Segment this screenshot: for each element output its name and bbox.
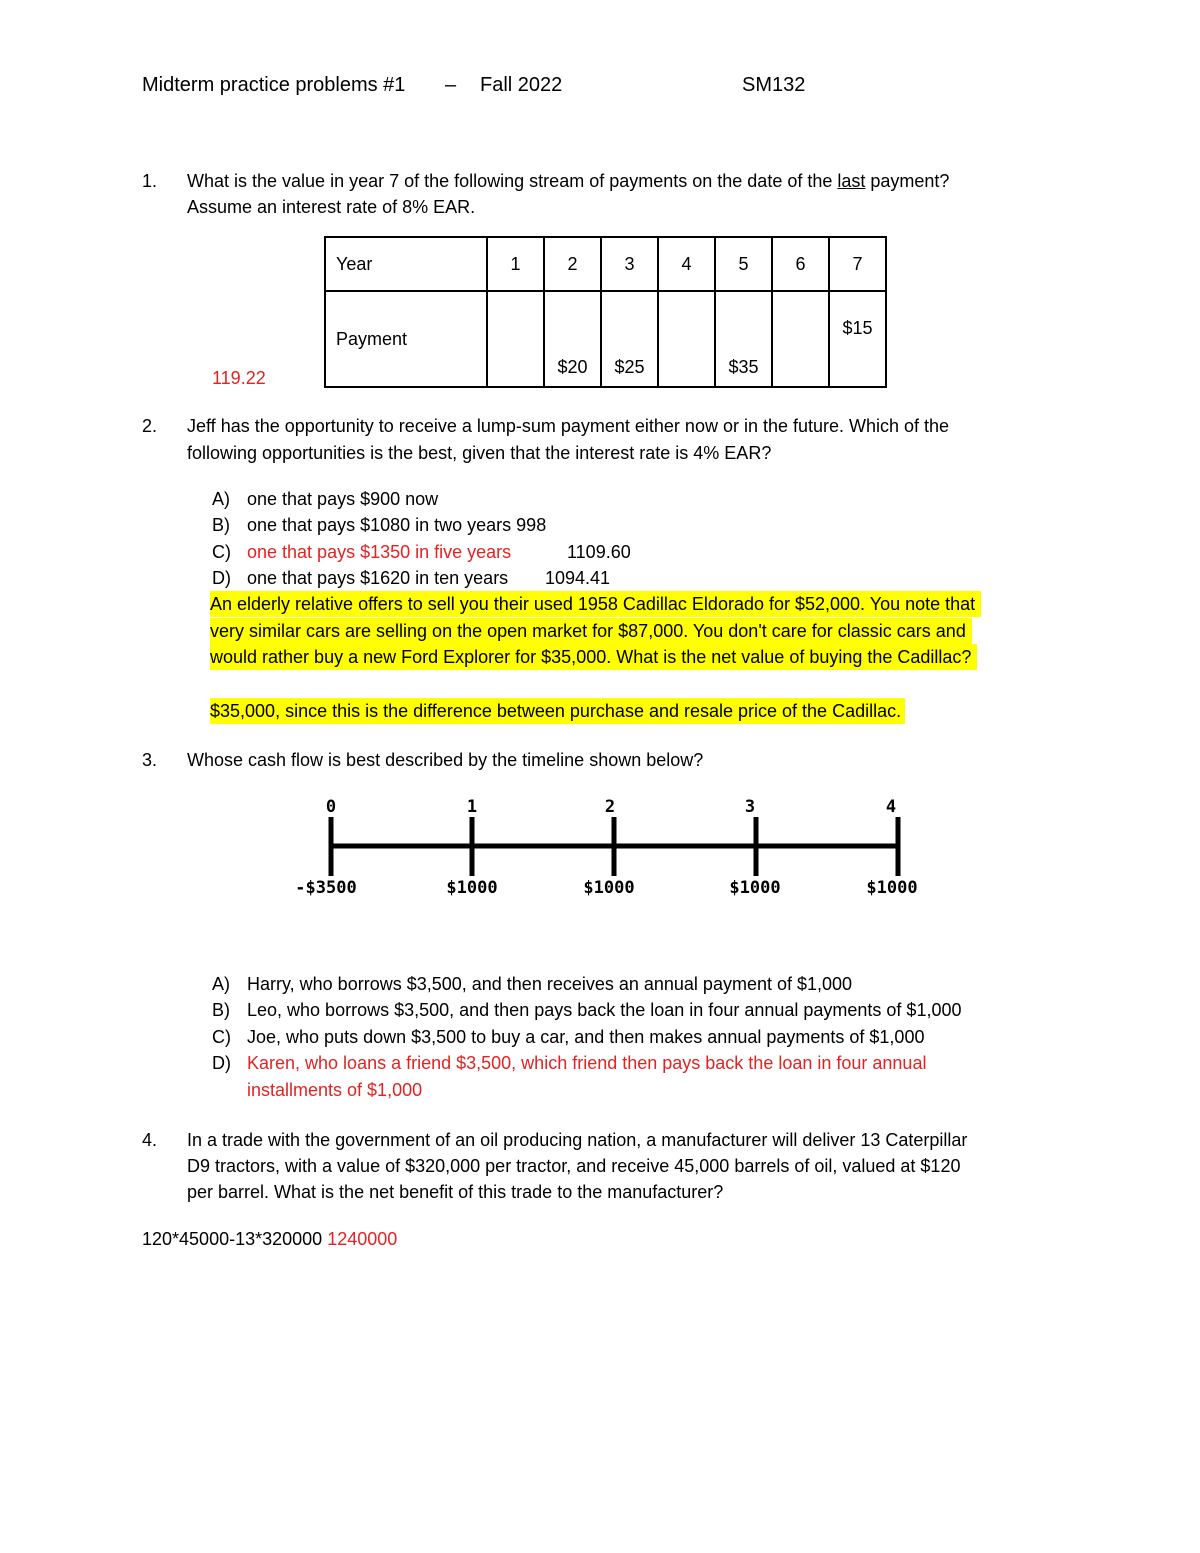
- q4-number: 4.: [142, 1130, 158, 1150]
- payment-table: [324, 236, 887, 388]
- year-cell: 4: [658, 237, 715, 291]
- q3-option-letter: B): [212, 1000, 230, 1020]
- q2-option-letter: D): [212, 568, 231, 588]
- highlight-line: very similar cars are selling on the open market for $87,000. You don't care for classic cars and: [210, 618, 972, 644]
- timeline-period: 4: [885, 797, 897, 817]
- course-code: SM132: [742, 74, 806, 96]
- q2-option-letter: A): [212, 489, 230, 509]
- timeline-period: 2: [604, 797, 616, 817]
- year-cell: 1: [487, 237, 544, 291]
- year-cell: 6: [772, 237, 829, 291]
- q2-number: 2.: [142, 416, 158, 436]
- q3-question: Whose cash flow is best described by the timeline shown below?: [187, 750, 704, 770]
- payment-header: Payment: [325, 291, 487, 387]
- q2-text-line1: Jeff has the opportunity to receive a lump-sum payment either now or in the future. Which of the: [187, 416, 950, 436]
- timeline-period: 1: [466, 797, 478, 817]
- timeline-period: 0: [325, 797, 337, 817]
- doc-title: Midterm practice problems #1: [142, 74, 406, 96]
- year-cell: 7: [829, 237, 886, 291]
- highlight-answer: $35,000, since this is the difference between purchase and resale price of the Cadillac.: [210, 698, 905, 724]
- timeline-flow: $1000: [583, 878, 635, 898]
- q3-option-text-correct: installments of $1,000: [247, 1080, 423, 1100]
- timeline-period: 3: [744, 797, 756, 817]
- q4-answer: 1240000: [327, 1229, 398, 1249]
- q1-answer: 119.22: [212, 368, 266, 388]
- q3-option-letter: C): [212, 1027, 231, 1047]
- q4-text-line: per barrel. What is the net benefit of this trade to the manufacturer?: [187, 1182, 724, 1202]
- year-cell: 5: [715, 237, 772, 291]
- q2-option-letter: C): [212, 542, 231, 562]
- q2-option-text: one that pays $1080 in two years 998: [247, 515, 547, 535]
- table-row-year: [325, 237, 886, 291]
- q2-option-text-correct: one that pays $1350 in five years: [247, 542, 512, 562]
- payment-cell: $15: [829, 291, 886, 387]
- year-cell: 3: [601, 237, 658, 291]
- q1-underlined-word: last: [837, 171, 866, 191]
- payment-cell: [658, 291, 715, 387]
- q1-text-line2: Assume an interest rate of 8% EAR.: [187, 197, 476, 217]
- payment-cell: $20: [544, 291, 601, 387]
- q3-option-text-correct: Karen, who loans a friend $3,500, which friend then pays back the loan in four annual: [247, 1053, 927, 1073]
- q3-option-text: Joe, who puts down $3,500 to buy a car, and then makes annual payments of $1,000: [247, 1027, 925, 1047]
- cash-flow-timeline: [280, 790, 960, 910]
- timeline-flow: -$3500: [295, 878, 357, 898]
- q2-option-letter: B): [212, 515, 230, 535]
- q4-text-line: In a trade with the government of an oil producing nation, a manufacturer will deliver 13 Caterpillar: [187, 1130, 968, 1150]
- q2-option-text: one that pays $1620 in ten years: [247, 568, 509, 588]
- timeline-flow: $1000: [446, 878, 498, 898]
- q2-option-note: 1094.41: [545, 568, 611, 588]
- term-label: Fall 2022: [480, 74, 563, 96]
- q3-option-letter: A): [212, 974, 230, 994]
- payment-cell: $25: [601, 291, 658, 387]
- payment-cell: [772, 291, 829, 387]
- timeline-flow: $1000: [866, 878, 918, 898]
- payment-cell: [487, 291, 544, 387]
- q3-number: 3.: [142, 750, 158, 770]
- q2-option-note: 1109.60: [567, 542, 631, 562]
- highlight-line: would rather buy a new Ford Explorer for $35,000. What is the net value of buying the Cadillac?: [210, 644, 977, 670]
- year-cell: 2: [544, 237, 601, 291]
- title-dash: –: [445, 74, 457, 96]
- q3-option-text: Leo, who borrows $3,500, and then pays back the loan in four annual payments of $1,000: [247, 1000, 962, 1020]
- q3-option-letter: D): [212, 1053, 231, 1073]
- q1-text-line1: What is the value in year 7 of the following stream of payments on the date of the last payment?: [187, 171, 950, 191]
- q2-text-line2: following opportunities is the best, given that the interest rate is 4% EAR?: [187, 443, 772, 463]
- table-row-payment: [325, 291, 886, 387]
- q4-text-line: D9 tractors, with a value of $320,000 per tractor, and receive 45,000 barrels of oil, valued at $120: [187, 1156, 961, 1176]
- year-header: Year: [325, 237, 487, 291]
- timeline-flow: $1000: [729, 878, 781, 898]
- q2-option-text: one that pays $900 now: [247, 489, 439, 509]
- highlight-line: An elderly relative offers to sell you their used 1958 Cadillac Eldorado for $52,000. You note that: [210, 591, 981, 617]
- payment-cell: $35: [715, 291, 772, 387]
- q3-option-text: Harry, who borrows $3,500, and then receives an annual payment of $1,000: [247, 974, 853, 994]
- q4-work: 120*45000-13*320000 1240000: [142, 1229, 398, 1249]
- q1-number: 1.: [142, 171, 158, 191]
